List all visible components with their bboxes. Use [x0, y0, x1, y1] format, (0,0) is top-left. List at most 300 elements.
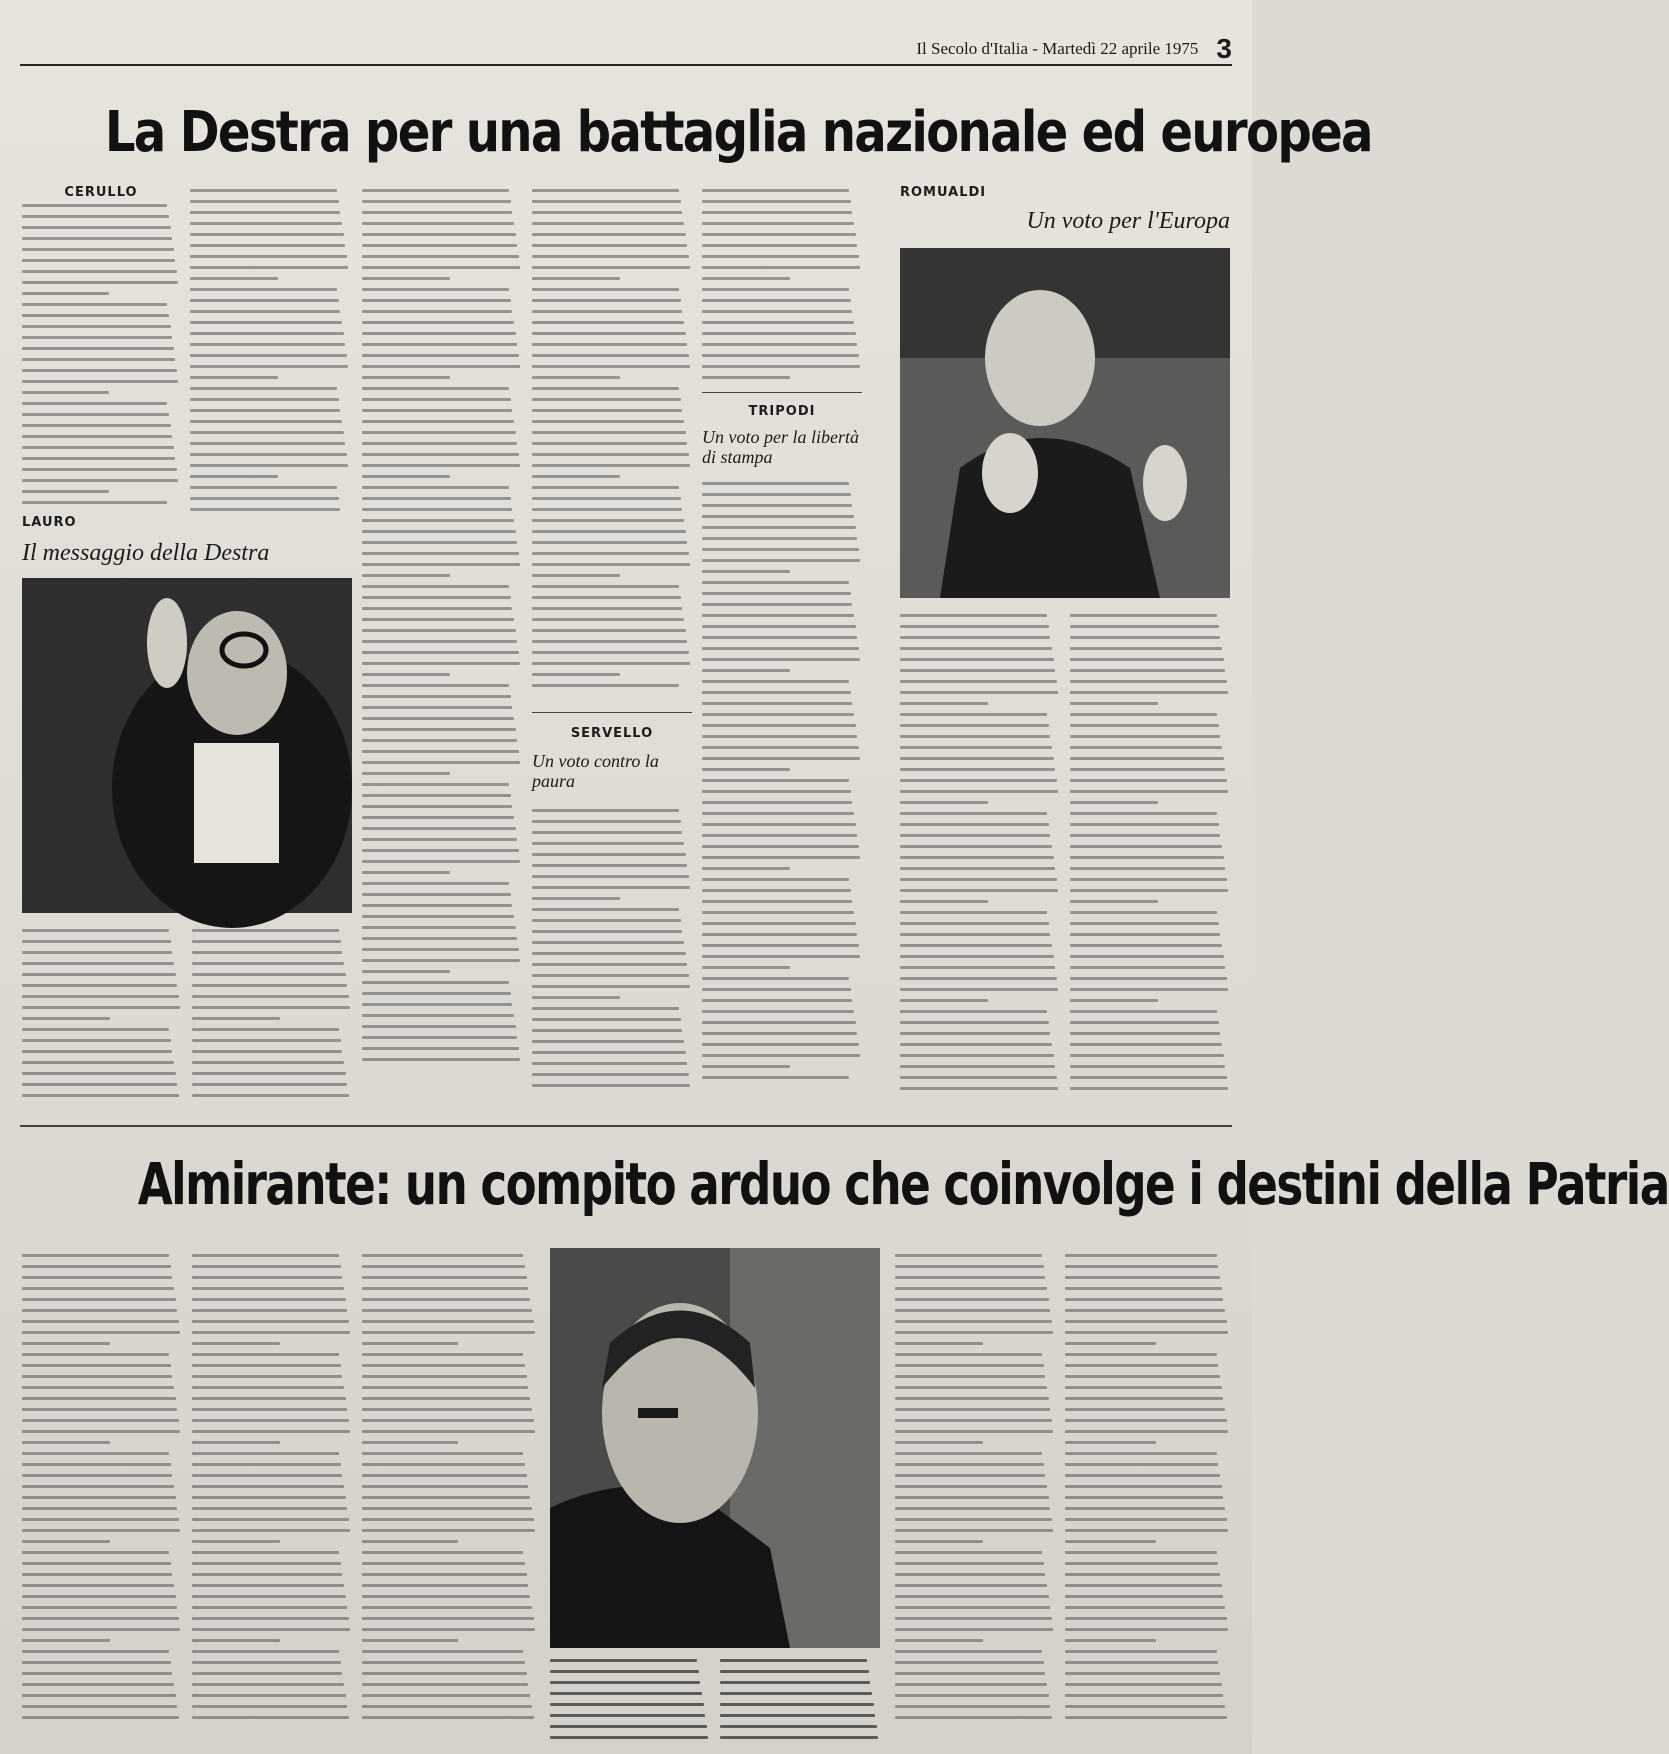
text-line — [190, 464, 348, 467]
text-line — [362, 552, 519, 555]
text-line — [22, 1298, 176, 1301]
text-line — [362, 1661, 525, 1664]
subhead-servello: Un voto contro la paura — [532, 751, 659, 791]
text-line — [22, 1639, 110, 1642]
text-line — [532, 233, 686, 236]
article-body-text — [192, 929, 352, 1097]
text-line — [900, 999, 988, 1002]
text-line — [550, 1692, 702, 1695]
text-line — [192, 1320, 349, 1323]
text-line — [702, 823, 856, 826]
text-line — [702, 922, 856, 925]
text-line — [192, 1518, 349, 1521]
text-line — [362, 761, 520, 764]
text-line — [720, 1681, 870, 1684]
text-line — [190, 475, 278, 478]
article-body-text — [895, 1254, 1055, 1719]
text-line — [1065, 1540, 1156, 1543]
text-line — [1070, 845, 1222, 848]
text-line — [362, 1540, 458, 1543]
text-line — [190, 277, 278, 280]
text-line — [362, 1025, 516, 1028]
text-line — [362, 332, 516, 335]
text-line — [702, 867, 790, 870]
text-line — [532, 211, 682, 214]
text-line — [1065, 1331, 1228, 1334]
text-line — [895, 1397, 1049, 1400]
byline-cerullo: CERULLO — [64, 185, 138, 200]
text-line — [1070, 1043, 1222, 1046]
text-line — [895, 1276, 1045, 1279]
text-line — [532, 673, 620, 676]
text-line — [895, 1452, 1042, 1455]
text-line — [22, 501, 167, 504]
text-line — [22, 226, 171, 229]
text-line — [192, 1672, 342, 1675]
text-line — [1070, 834, 1220, 837]
article-almirante-col-4 — [895, 1250, 1055, 1740]
text-line — [362, 1375, 527, 1378]
text-line — [720, 1736, 878, 1739]
article-body-text — [702, 482, 862, 1079]
text-line — [900, 1065, 1055, 1068]
text-line — [362, 1628, 535, 1631]
article-almirante-col-1 — [22, 1250, 182, 1740]
text-line — [22, 1386, 174, 1389]
text-line — [22, 468, 177, 471]
text-line — [362, 1058, 520, 1061]
text-line — [900, 944, 1052, 947]
article-column-4 — [532, 185, 692, 705]
text-line — [900, 889, 1058, 892]
text-line — [22, 1353, 169, 1356]
text-line — [22, 248, 174, 251]
text-line — [1065, 1584, 1222, 1587]
text-line — [362, 1496, 530, 1499]
text-line — [362, 684, 509, 687]
text-line — [1065, 1694, 1223, 1697]
text-line — [895, 1518, 1052, 1521]
text-line — [702, 1065, 790, 1068]
text-line — [532, 640, 687, 643]
article-tripodi-header — [702, 392, 862, 472]
text-line — [192, 973, 346, 976]
text-line — [22, 1265, 171, 1268]
text-line — [22, 984, 177, 987]
text-line — [22, 995, 179, 998]
text-line — [1070, 669, 1225, 672]
text-line — [362, 398, 511, 401]
photo-icon — [22, 578, 352, 913]
text-line — [895, 1628, 1053, 1631]
text-line — [1070, 900, 1158, 903]
text-line — [362, 1518, 534, 1521]
text-line — [1065, 1408, 1225, 1411]
text-line — [190, 365, 348, 368]
text-line — [532, 820, 681, 823]
text-line — [362, 1036, 517, 1039]
text-line — [22, 1672, 172, 1675]
text-line — [900, 647, 1052, 650]
text-line — [702, 757, 860, 760]
text-line — [22, 369, 177, 372]
text-line — [702, 977, 849, 980]
text-line — [192, 1705, 347, 1708]
text-line — [532, 464, 690, 467]
text-line — [22, 1309, 177, 1312]
text-line — [1065, 1683, 1222, 1686]
text-line — [362, 299, 511, 302]
article-romualdi-header — [900, 185, 1230, 245]
text-line — [702, 211, 852, 214]
text-line — [532, 963, 687, 966]
text-line — [362, 1441, 458, 1444]
text-line — [362, 387, 509, 390]
text-line — [532, 886, 690, 889]
text-line — [362, 354, 519, 357]
article-body-text — [1065, 1254, 1230, 1719]
text-line — [532, 266, 690, 269]
text-line — [192, 1397, 346, 1400]
text-line — [702, 768, 790, 771]
text-line — [192, 1584, 344, 1587]
text-line — [362, 1419, 534, 1422]
text-line — [702, 332, 856, 335]
text-line — [1065, 1628, 1228, 1631]
text-line — [362, 860, 520, 863]
text-line — [702, 321, 854, 324]
text-line — [900, 680, 1057, 683]
text-line — [22, 1331, 180, 1334]
romualdi-photo — [900, 248, 1230, 598]
text-line — [550, 1670, 699, 1673]
article-lauro-body — [22, 925, 182, 1110]
text-line — [702, 1076, 849, 1079]
text-line — [900, 922, 1049, 925]
text-line — [550, 1725, 707, 1728]
text-line — [1070, 702, 1158, 705]
text-line — [895, 1617, 1052, 1620]
text-line — [900, 614, 1047, 617]
text-line — [532, 552, 689, 555]
text-line — [362, 1639, 458, 1642]
text-line — [702, 702, 852, 705]
text-line — [362, 1430, 535, 1433]
text-line — [900, 658, 1054, 661]
text-line — [702, 636, 857, 639]
text-line — [1065, 1518, 1227, 1521]
text-line — [362, 1287, 528, 1290]
text-line — [532, 508, 682, 511]
text-line — [895, 1661, 1044, 1664]
text-line — [190, 310, 340, 313]
text-line — [22, 303, 167, 306]
text-line — [702, 189, 849, 192]
text-line — [895, 1595, 1049, 1598]
text-line — [895, 1386, 1047, 1389]
text-line — [190, 321, 342, 324]
text-line — [1070, 768, 1225, 771]
text-line — [362, 1003, 512, 1006]
text-line — [532, 996, 620, 999]
text-line — [190, 409, 340, 412]
text-line — [362, 277, 450, 280]
text-line — [895, 1507, 1050, 1510]
text-line — [192, 1595, 346, 1598]
text-line — [362, 1606, 532, 1609]
text-line — [22, 1573, 172, 1576]
text-line — [1070, 1065, 1225, 1068]
text-line — [895, 1551, 1042, 1554]
text-line — [192, 1551, 339, 1554]
text-line — [702, 724, 856, 727]
text-line — [1070, 779, 1227, 782]
text-line — [192, 1617, 349, 1620]
publication-date-line: Il Secolo d'Italia - Martedì 22 aprile 1975 — [916, 39, 1199, 58]
text-line — [22, 413, 169, 416]
bottom-headline: Almirante: un compito arduo che coinvolge i destini della Patria — [137, 1150, 1669, 1218]
text-line — [190, 387, 337, 390]
article-body-text — [532, 809, 692, 1087]
article-lauro-body-2 — [192, 925, 352, 1110]
text-line — [895, 1441, 983, 1444]
text-line — [895, 1496, 1049, 1499]
text-line — [1065, 1496, 1223, 1499]
text-line — [532, 354, 689, 357]
text-line — [192, 1507, 347, 1510]
text-line — [1070, 823, 1219, 826]
text-line — [22, 973, 176, 976]
text-line — [900, 636, 1050, 639]
text-line — [22, 424, 171, 427]
text-line — [22, 1397, 176, 1400]
text-line — [192, 1408, 347, 1411]
text-line — [1070, 801, 1158, 804]
text-line — [895, 1375, 1045, 1378]
text-line — [192, 1094, 349, 1097]
text-line — [532, 1018, 681, 1021]
text-line — [702, 746, 859, 749]
text-line — [532, 1007, 679, 1010]
text-line — [532, 189, 679, 192]
text-line — [1070, 933, 1220, 936]
text-line — [1070, 988, 1228, 991]
text-line — [532, 809, 679, 812]
text-line — [895, 1485, 1047, 1488]
text-line — [720, 1725, 877, 1728]
text-line — [900, 966, 1055, 969]
text-line — [900, 1087, 1058, 1090]
text-line — [1070, 944, 1222, 947]
text-line — [22, 1518, 179, 1521]
text-line — [702, 376, 790, 379]
text-line — [900, 702, 988, 705]
text-line — [192, 1006, 350, 1009]
text-line — [22, 1562, 171, 1565]
text-line — [362, 783, 509, 786]
text-line — [1065, 1529, 1228, 1532]
text-line — [22, 1496, 176, 1499]
text-line — [532, 332, 686, 335]
text-line — [362, 453, 519, 456]
text-line — [22, 1287, 174, 1290]
text-line — [362, 794, 511, 797]
text-line — [22, 215, 169, 218]
text-line — [895, 1430, 1053, 1433]
text-line — [190, 442, 345, 445]
text-line — [702, 548, 859, 551]
text-line — [362, 1650, 523, 1653]
text-line — [1065, 1287, 1222, 1290]
byline-servello: SERVELLO — [570, 726, 654, 741]
text-line — [362, 519, 514, 522]
text-line — [1065, 1452, 1217, 1455]
text-line — [1065, 1507, 1225, 1510]
text-line — [22, 1474, 172, 1477]
text-line — [532, 842, 684, 845]
text-line — [362, 541, 517, 544]
text-line — [1070, 735, 1220, 738]
text-line — [900, 878, 1057, 881]
text-line — [532, 1073, 689, 1076]
text-line — [895, 1474, 1045, 1477]
text-line — [22, 1584, 174, 1587]
text-line — [895, 1331, 1053, 1334]
text-line — [532, 486, 679, 489]
text-line — [532, 574, 620, 577]
text-line — [362, 596, 511, 599]
text-line — [532, 200, 681, 203]
text-line — [192, 1452, 339, 1455]
text-line — [702, 365, 860, 368]
text-line — [900, 988, 1058, 991]
text-line — [22, 1061, 174, 1064]
text-line — [702, 801, 852, 804]
text-line — [895, 1309, 1050, 1312]
almirante-photo-caption — [550, 1655, 710, 1740]
text-line — [702, 889, 851, 892]
text-line — [362, 1331, 535, 1334]
text-line — [702, 900, 852, 903]
text-line — [192, 1342, 280, 1345]
text-line — [22, 929, 169, 932]
text-line — [720, 1670, 869, 1673]
text-line — [22, 402, 167, 405]
text-line — [1070, 1021, 1219, 1024]
text-line — [1070, 625, 1219, 628]
text-line — [190, 376, 278, 379]
text-line — [192, 1430, 350, 1433]
text-line — [900, 845, 1052, 848]
text-line — [362, 640, 517, 643]
text-line — [362, 1364, 525, 1367]
text-line — [192, 1375, 342, 1378]
text-line — [192, 995, 349, 998]
text-line — [895, 1353, 1042, 1356]
text-line — [702, 955, 860, 958]
text-line — [720, 1703, 874, 1706]
text-line — [702, 354, 859, 357]
text-line — [362, 717, 514, 720]
divider — [702, 392, 862, 393]
text-line — [895, 1562, 1044, 1565]
text-line — [900, 955, 1054, 958]
text-line — [1070, 999, 1158, 1002]
photo-icon — [900, 248, 1230, 598]
text-line — [1070, 757, 1224, 760]
article-body-text — [702, 189, 862, 379]
text-line — [702, 911, 854, 914]
text-line — [22, 1006, 180, 1009]
text-line — [362, 1397, 530, 1400]
text-line — [702, 233, 856, 236]
text-line — [22, 1441, 110, 1444]
text-line — [900, 713, 1047, 716]
text-line — [1070, 647, 1222, 650]
article-cerullo — [22, 185, 180, 505]
text-line — [22, 951, 172, 954]
text-line — [362, 893, 511, 896]
text-line — [1065, 1386, 1222, 1389]
text-line — [362, 1705, 532, 1708]
text-line — [22, 940, 171, 943]
text-line — [362, 464, 520, 467]
article-servello-body — [532, 805, 692, 1110]
text-line — [192, 1419, 349, 1422]
text-line — [702, 244, 857, 247]
text-line — [192, 1606, 347, 1609]
text-line — [532, 930, 682, 933]
text-line — [532, 662, 690, 665]
text-line — [702, 713, 854, 716]
text-line — [22, 1661, 171, 1664]
text-line — [1065, 1419, 1227, 1422]
text-line — [362, 1309, 532, 1312]
text-line — [532, 409, 682, 412]
text-line — [702, 834, 857, 837]
article-body-text — [362, 189, 522, 1061]
text-line — [362, 244, 517, 247]
almirante-photo — [550, 1248, 880, 1648]
text-line — [22, 314, 169, 317]
text-line — [192, 1441, 280, 1444]
text-line — [532, 453, 689, 456]
text-line — [900, 746, 1052, 749]
text-line — [192, 1529, 350, 1532]
text-line — [190, 288, 337, 291]
article-column-3 — [362, 185, 522, 1110]
text-line — [1070, 1010, 1217, 1013]
text-line — [900, 735, 1050, 738]
text-line — [362, 772, 450, 775]
text-line — [362, 618, 514, 621]
text-line — [895, 1584, 1047, 1587]
text-line — [362, 1320, 534, 1323]
text-line — [1065, 1595, 1223, 1598]
text-line — [22, 292, 109, 295]
text-line — [702, 581, 849, 584]
article-cerullo-continued — [190, 185, 350, 505]
article-lauro-header — [22, 515, 352, 575]
text-line — [190, 222, 342, 225]
text-line — [1070, 724, 1219, 727]
text-line — [190, 211, 340, 214]
text-line — [362, 420, 514, 423]
article-body-text — [1070, 614, 1230, 1090]
text-line — [362, 805, 512, 808]
text-line — [900, 691, 1058, 694]
text-line — [1070, 614, 1217, 617]
